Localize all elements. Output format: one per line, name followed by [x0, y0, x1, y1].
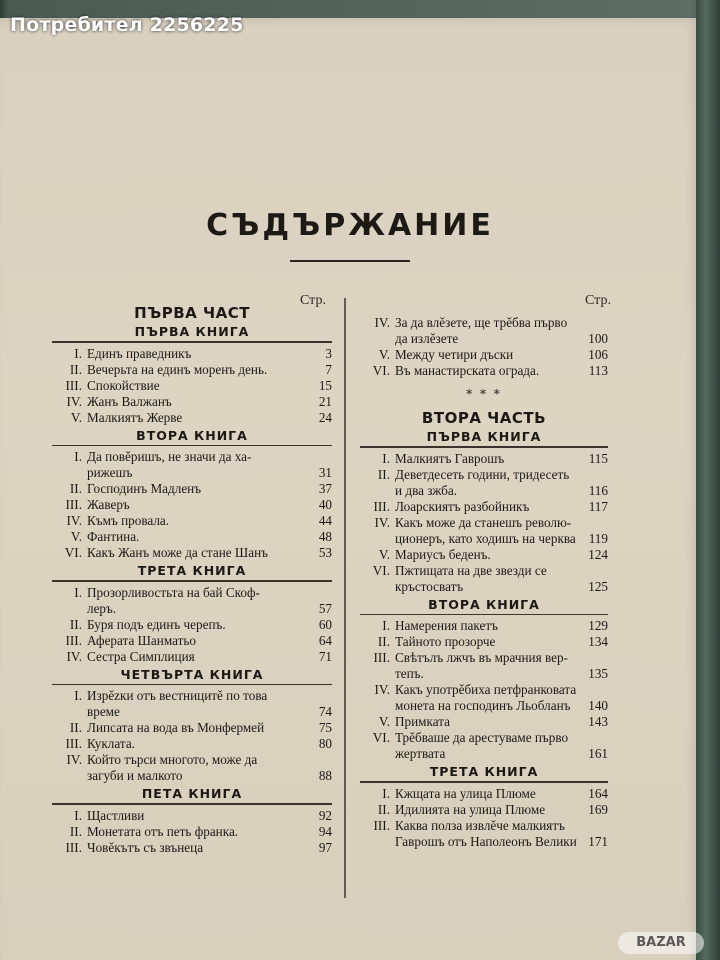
entry-title: [395, 451, 608, 467]
heading-rule: [360, 781, 608, 783]
toc-entry: [52, 808, 332, 824]
page-column-label-left: Стр.: [300, 293, 326, 308]
toc-entry: [52, 378, 332, 394]
toc-entry: [360, 730, 608, 762]
entry-title: [87, 529, 332, 545]
entry-number: I.: [74, 807, 82, 823]
entry-page-number: 21: [318, 393, 332, 409]
entry-page-number: 119: [588, 530, 608, 546]
entry-number: IV.: [374, 315, 390, 330]
entry-title: [87, 752, 332, 784]
entry-page-number: 31: [318, 465, 332, 480]
toc-entry: [360, 563, 608, 595]
entry-title-line: Жанъ Валжанъ: [87, 393, 172, 409]
toc-right-column: [360, 315, 608, 850]
toc-entry: [52, 346, 332, 362]
entry-number: V.: [70, 529, 82, 544]
entry-title-line: Буря подъ единъ черепъ.: [87, 616, 226, 632]
entry-title: [87, 808, 332, 824]
entry-number: IV.: [66, 393, 82, 409]
toc-entry: [360, 499, 608, 515]
entry-title: [395, 786, 608, 802]
entry-page-number: 60: [318, 616, 332, 632]
entry-page-number: 3: [325, 345, 332, 361]
entry-number: III.: [65, 839, 82, 855]
entry-page-number: 134: [588, 634, 608, 649]
book-heading: ПЪРВА КНИГА: [134, 324, 250, 339]
entry-number: IV.: [66, 752, 82, 767]
heading-rule: [52, 580, 332, 582]
entry-number: II.: [69, 616, 82, 632]
toc-entry: [360, 682, 608, 714]
entry-title-line: Свѣтълъ лжчъ въ мрачния вер-: [395, 650, 568, 665]
entry-title: [395, 802, 608, 818]
toc-entry: [52, 752, 332, 784]
entry-title: [87, 497, 332, 513]
heading-rule: [360, 614, 608, 616]
entry-title-line: Примката: [395, 714, 451, 729]
entry-title-line: Какъ може да станешъ револю-: [395, 514, 572, 530]
entry-page-number: 129: [588, 618, 608, 633]
entry-title-line: Аферата Шанматьо: [87, 632, 196, 648]
toc-entry: [52, 410, 332, 426]
entry-number: IV.: [374, 682, 390, 697]
entry-title-line: Лоарскиятъ разбойникъ: [395, 498, 530, 514]
entry-number: II.: [377, 634, 390, 649]
entry-title: [395, 499, 608, 515]
entry-title: [395, 467, 608, 499]
entry-title: [87, 688, 332, 720]
title-underline: [290, 260, 410, 262]
entry-number: I.: [382, 450, 390, 466]
entry-title-line: Какъ употрěбиха петфранковата: [395, 682, 577, 697]
entry-title: [395, 650, 608, 682]
toc-entry: [52, 840, 332, 856]
toc-entry: [52, 585, 332, 617]
entry-title-line: да излěзете: [395, 331, 459, 346]
entry-number: II.: [69, 720, 82, 735]
entry-number: VI.: [64, 545, 82, 560]
toc-entry: [360, 802, 608, 818]
entry-page-number: 88: [318, 768, 332, 783]
toc-entry: [360, 315, 608, 347]
page-column-label-right: Стр.: [585, 293, 611, 308]
toc-entry: [360, 451, 608, 467]
entry-number: II.: [69, 481, 82, 496]
entry-number: II.: [377, 466, 390, 482]
entry-title: [87, 410, 332, 426]
entry-title-line: Монетата отъ петь франка.: [87, 823, 239, 839]
entry-number: I.: [382, 785, 390, 801]
entry-number: I.: [74, 345, 82, 361]
entry-page-number: 117: [588, 498, 608, 514]
entry-title-line: Тайното прозорче: [395, 634, 496, 649]
entry-title: [87, 481, 332, 497]
entry-number: IV.: [374, 514, 390, 530]
entry-title-line: Идилията на улица Плюме: [395, 801, 546, 817]
book-heading: ПЪРВА КНИГА: [426, 429, 542, 444]
entry-page-number: 169: [588, 801, 608, 817]
toc-entry: [52, 545, 332, 561]
book-heading: ТРЕТА КНИГА: [137, 563, 247, 578]
entry-title: [395, 730, 608, 762]
entry-title-line: Пжтищата на две звезди се: [395, 562, 547, 578]
book-heading: ТРЕТА КНИГА: [429, 764, 539, 779]
entry-title-line: ционеръ, като ходишъ на черква: [395, 530, 576, 546]
entry-title-line: Куклата.: [87, 736, 135, 751]
entry-title-line: тепъ.: [395, 666, 424, 681]
entry-page-number: 75: [318, 720, 332, 735]
entry-title: [395, 634, 608, 650]
entry-number: III.: [65, 377, 82, 393]
entry-number: V.: [70, 409, 82, 425]
entry-title: [87, 649, 332, 665]
entry-title: [87, 449, 332, 481]
entry-title-line: Спокойствие: [87, 377, 160, 393]
entry-page-number: 53: [318, 545, 332, 560]
entry-title: [87, 394, 332, 410]
entry-page-number: 44: [318, 513, 332, 528]
entry-title-line: рижешъ: [87, 465, 133, 480]
toc-entry: [52, 497, 332, 513]
entry-title-line: Фантина.: [87, 529, 140, 544]
entry-page-number: 64: [318, 632, 332, 648]
entry-title-line: Малкиятъ Жерве: [87, 409, 183, 425]
toc-entry: [52, 394, 332, 410]
toc-entry: [52, 449, 332, 481]
toc-entry: [52, 362, 332, 378]
entry-title-line: Деветдесеть години, тридесеть: [395, 466, 570, 482]
entry-number: III.: [373, 650, 390, 665]
entry-page-number: 80: [318, 736, 332, 751]
entry-title: [87, 545, 332, 561]
entry-title-line: Изрězки отъ вестницитě по това: [87, 688, 268, 703]
entry-page-number: 161: [588, 746, 608, 761]
entry-title-line: Малкиятъ Гаврошъ: [395, 450, 505, 466]
toc-entry: [52, 649, 332, 665]
entry-title-line: Сестра Симплиция: [87, 648, 195, 664]
entry-number: I.: [74, 449, 82, 464]
entry-number: V.: [378, 347, 390, 362]
entry-title-line: Жаверъ: [87, 497, 130, 512]
entry-title: [87, 824, 332, 840]
part-heading: ВТОРА ЧАСТЬ: [421, 409, 547, 427]
entry-title-line: Кжщата на улица Плюме: [395, 785, 536, 801]
entry-number: V.: [378, 546, 390, 562]
toc-entry: [52, 529, 332, 545]
toc-entry: [360, 467, 608, 499]
entry-number: III.: [373, 498, 390, 514]
entry-page-number: 124: [588, 546, 608, 562]
entry-title-line: Мариусъ беденъ.: [395, 546, 491, 562]
entry-page-number: 143: [588, 714, 608, 729]
toc-entry: [52, 824, 332, 840]
entry-number: II.: [69, 361, 82, 377]
heading-rule: [52, 684, 332, 686]
entry-title-line: Да повěришъ, не значи да ха-: [87, 449, 252, 464]
entry-title-line: Липсата на вода въ Монфермей: [87, 720, 265, 735]
entry-title-line: Каква полза извлěче малкиятъ: [395, 817, 565, 833]
entry-title: [395, 563, 608, 595]
section-separator: * * *: [466, 387, 502, 401]
entry-number: VI.: [372, 562, 390, 578]
entry-page-number: 71: [318, 648, 332, 664]
entry-page-number: 40: [318, 497, 332, 512]
entry-number: I.: [74, 688, 82, 703]
entry-title-line: Въ манастирската ограда.: [395, 363, 540, 378]
entry-title-line: Който търси многото, може да: [87, 752, 258, 767]
toc-left-column: [52, 304, 332, 856]
entry-number: I.: [382, 618, 390, 633]
toc-entry: [360, 714, 608, 730]
entry-title: [87, 617, 332, 633]
entry-title-line: и два зжба.: [395, 482, 458, 498]
toc-entry: [360, 347, 608, 363]
entry-page-number: 74: [318, 704, 332, 719]
entry-page-number: 24: [318, 409, 332, 425]
toc-entry: [52, 617, 332, 633]
entry-number: V.: [378, 714, 390, 729]
entry-title-line: Между четири дъски: [395, 347, 514, 362]
entry-title: [87, 633, 332, 649]
toc-entry: [52, 633, 332, 649]
book-heading: ЧЕТВЪРТА КНИГА: [120, 666, 264, 682]
book-spine: [696, 0, 720, 960]
entry-number: IV.: [66, 648, 82, 664]
entry-page-number: 97: [318, 839, 332, 855]
toc-entry: [52, 736, 332, 752]
entry-title: [87, 840, 332, 856]
entry-number: II.: [69, 823, 82, 839]
entry-page-number: 116: [588, 482, 608, 498]
entry-page-number: 100: [588, 331, 608, 346]
watermark-logo: BAZAR: [618, 932, 704, 954]
entry-number: III.: [65, 736, 82, 751]
entry-page-number: 92: [318, 807, 332, 823]
entry-number: III.: [65, 632, 82, 648]
entry-title-line: загуби и малкото: [87, 768, 183, 783]
entry-page-number: 171: [588, 833, 608, 849]
entry-title-line: За да влěзете, ще трěбва първо: [395, 315, 568, 330]
entry-title-line: Господинъ Мадленъ: [87, 481, 202, 496]
entry-title-line: Щастливи: [87, 807, 145, 823]
entry-title: [395, 363, 608, 379]
toc-entry: [360, 786, 608, 802]
entry-title-line: Гаврошъ отъ Наполеонъ Велики: [395, 833, 577, 849]
entry-title-line: кръстосватъ: [395, 578, 464, 594]
entry-title-line: монета на господинъ Льобланъ: [395, 698, 571, 713]
entry-title-line: Какъ Жанъ може да стане Шанъ: [87, 545, 268, 560]
book-heading: ВТОРА КНИГА: [136, 427, 248, 443]
toc-entry: [52, 688, 332, 720]
toc-entry: [360, 547, 608, 563]
entry-title-line: време: [87, 704, 120, 719]
entry-number: VI.: [372, 363, 390, 378]
entry-title: [87, 362, 332, 378]
book-heading: ВТОРА КНИГА: [428, 596, 540, 612]
toc-entry: [52, 481, 332, 497]
entry-page-number: 113: [588, 363, 608, 378]
entry-number: VI.: [372, 730, 390, 745]
entry-title-line: жертвата: [395, 746, 446, 761]
entry-page-number: 125: [588, 578, 608, 594]
user-overlay-label: Потребител 2256225: [10, 14, 244, 36]
entry-title: [87, 513, 332, 529]
entry-title-line: Човěкътъ съ звънеца: [87, 839, 204, 855]
entry-title-line: Вечерьта на единъ моренъ день.: [87, 361, 268, 377]
entry-title-line: леръ.: [87, 600, 117, 616]
entry-number: III.: [65, 497, 82, 512]
entry-page-number: 164: [588, 785, 608, 801]
entry-page-number: 106: [588, 347, 608, 362]
entry-title: [395, 515, 608, 547]
entry-title: [395, 315, 608, 347]
entry-title: [87, 720, 332, 736]
entry-title: [395, 682, 608, 714]
entry-page-number: 140: [588, 698, 608, 713]
entry-title: [395, 818, 608, 850]
entry-title: [395, 547, 608, 563]
entry-title-line: Трěбваше да арестуваме първо: [395, 730, 569, 745]
entry-page-number: 57: [318, 600, 332, 616]
entry-number: II.: [377, 801, 390, 817]
heading-rule: [52, 445, 332, 447]
part-heading: ПЪРВА ЧАСТ: [134, 304, 250, 322]
heading-rule: [52, 803, 332, 805]
entry-title: [87, 378, 332, 394]
entry-title: [87, 585, 332, 617]
entry-number: III.: [373, 817, 390, 833]
toc-entry: [360, 363, 608, 379]
toc-entry: [360, 634, 608, 650]
book-page: [0, 18, 700, 960]
column-divider: [344, 298, 346, 898]
entry-title-line: Къмъ провала.: [87, 513, 170, 528]
toc-entry: [360, 515, 608, 547]
heading-rule: [360, 446, 608, 448]
entry-title: [395, 618, 608, 634]
book-heading: ПЕТА КНИГА: [141, 786, 243, 801]
entry-title-line: Намерения пакетъ: [395, 618, 498, 633]
entry-page-number: 37: [318, 481, 332, 496]
toc-entry: [360, 818, 608, 850]
entry-title: [395, 347, 608, 363]
entry-title: [395, 714, 608, 730]
toc-entry: [52, 513, 332, 529]
heading-rule: [52, 341, 332, 343]
entry-number: IV.: [66, 513, 82, 528]
entry-page-number: 48: [318, 529, 332, 544]
entry-page-number: 135: [588, 666, 608, 681]
toc-entry: [52, 720, 332, 736]
entry-page-number: 7: [325, 361, 332, 377]
entry-number: I.: [74, 584, 82, 600]
entry-title: [87, 346, 332, 362]
entry-title: [87, 736, 332, 752]
entry-page-number: 115: [588, 450, 608, 466]
entry-title-line: Единъ праведникъ: [87, 345, 192, 361]
entry-title-line: Прозорливостьта на бай Скоф-: [87, 584, 260, 600]
page-title: СЪДЪРЖАНИЕ: [206, 208, 494, 243]
entry-page-number: 94: [318, 823, 332, 839]
toc-entry: [360, 650, 608, 682]
toc-entry: [360, 618, 608, 634]
entry-page-number: 15: [318, 377, 332, 393]
